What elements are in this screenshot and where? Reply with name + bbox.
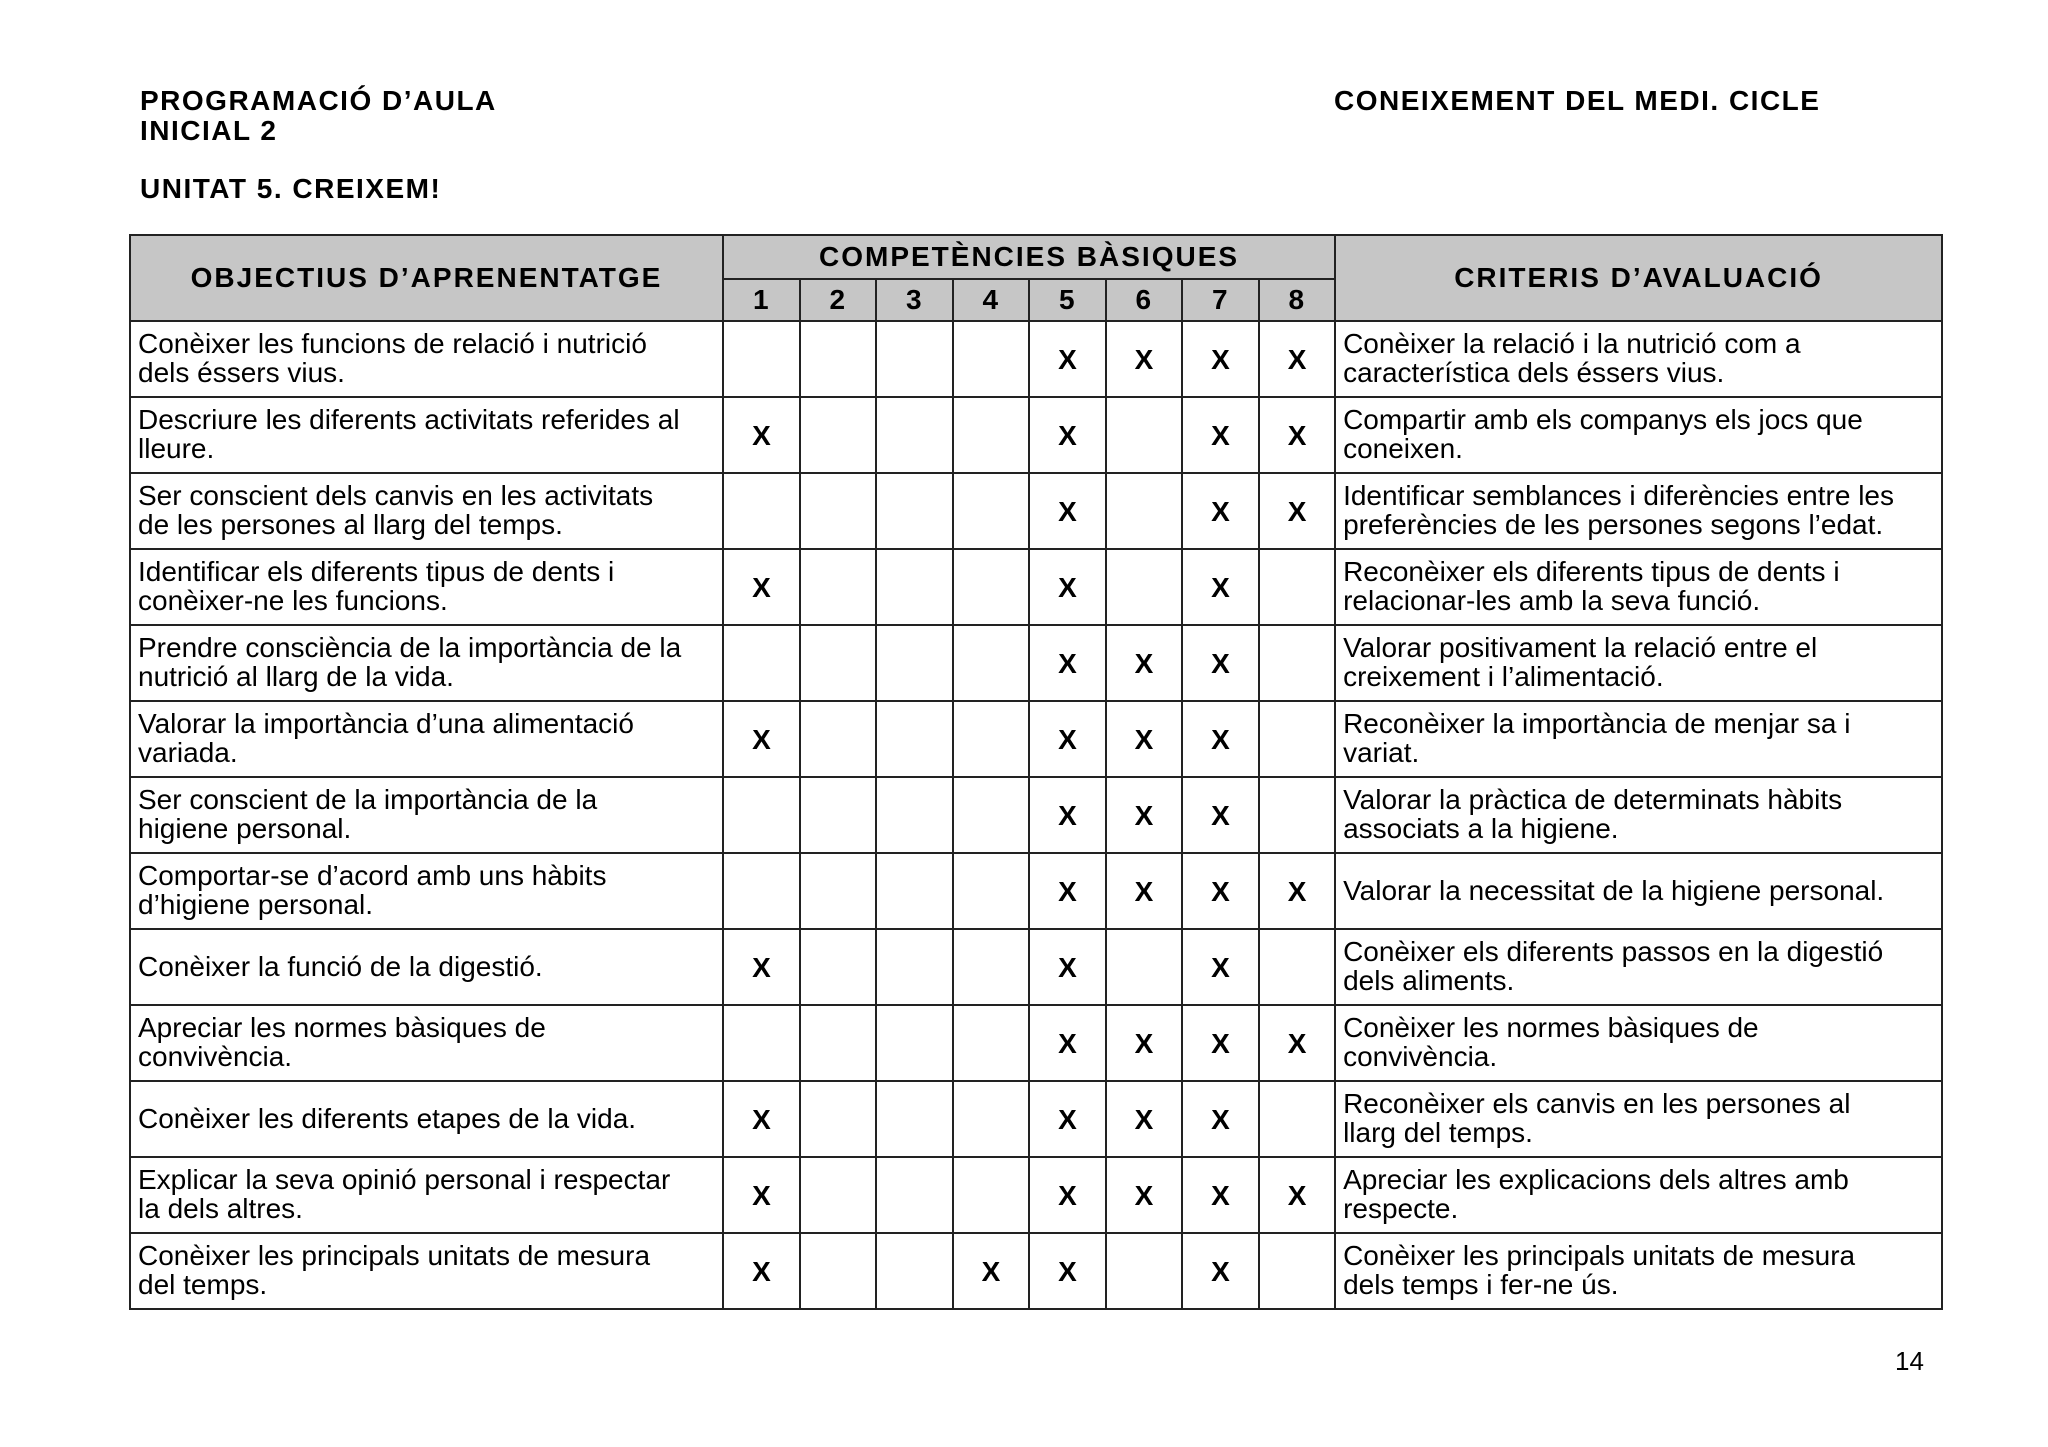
unit-title: UNITAT 5. CREIXEM!	[140, 173, 442, 204]
objective-line: nutrició al llarg de la vida.	[138, 661, 454, 692]
objective-line: d’higiene personal.	[138, 889, 374, 920]
competence-mark-cell: X	[1029, 1081, 1106, 1157]
competence-mark-cell	[1259, 1233, 1335, 1309]
competence-mark-cell: X	[1182, 473, 1259, 549]
objectives-header: OBJECTIUS D’APRENENTATGE	[130, 235, 723, 321]
objective-cell	[130, 701, 723, 777]
page-number: 14	[1895, 1346, 1924, 1376]
objective-line: Explicar la seva opinió personal i respectar	[138, 1164, 671, 1195]
competence-mark-cell	[953, 321, 1029, 397]
criteria-line: convivència.	[1343, 1041, 1498, 1072]
competence-mark-cell: X	[1029, 625, 1106, 701]
competence-mark-cell: X	[1029, 473, 1106, 549]
competence-mark-cell: X	[1029, 1157, 1106, 1233]
competence-mark-cell: X	[1029, 549, 1106, 625]
competence-mark-cell: X	[1106, 701, 1182, 777]
criteria-line: Conèixer les principals unitats de mesura	[1343, 1240, 1856, 1271]
competence-mark-cell	[723, 625, 800, 701]
competence-mark-cell	[800, 1233, 876, 1309]
competence-mark-cell	[800, 1081, 876, 1157]
criteria-cell	[1335, 397, 1942, 473]
objective-cell	[130, 1005, 723, 1081]
objective-line: Apreciar les normes bàsiques de	[138, 1012, 546, 1043]
competence-mark-cell: X	[1029, 777, 1106, 853]
competence-mark-cell: X	[1182, 321, 1259, 397]
competence-mark-cell	[800, 777, 876, 853]
criteria-line: Conèixer la relació i la nutrició com a	[1343, 328, 1801, 359]
competence-mark-cell	[953, 929, 1029, 1005]
criteria-cell	[1335, 701, 1942, 777]
objective-line: Valorar la importància d’una alimentació	[138, 708, 634, 739]
competence-mark-cell	[876, 929, 953, 1005]
competence-mark-cell: X	[1029, 397, 1106, 473]
criteria-line: Conèixer les normes bàsiques de	[1343, 1012, 1759, 1043]
objective-line: Ser conscient dels canvis en les activitats	[138, 480, 654, 511]
criteria-cell	[1335, 853, 1942, 929]
objective-line: Descriure les diferents activitats referides al	[138, 404, 680, 435]
criteria-cell	[1335, 549, 1942, 625]
competence-number-header: 5	[1029, 279, 1106, 321]
programming-table	[129, 234, 1943, 1310]
table-row	[130, 853, 1942, 929]
objective-cell	[130, 853, 723, 929]
criteria-line: Valorar la necessitat de la higiene personal.	[1343, 874, 1885, 906]
criteria-cell	[1335, 929, 1942, 1005]
competence-number-header: 3	[876, 279, 953, 321]
competence-mark-cell: X	[1182, 625, 1259, 701]
competence-mark-cell	[876, 853, 953, 929]
competence-mark-cell	[1106, 549, 1182, 625]
competence-mark-cell: X	[1259, 853, 1335, 929]
competence-mark-cell	[723, 473, 800, 549]
competence-mark-cell	[876, 701, 953, 777]
header-title-line1: PROGRAMACIÓ D’AULA	[140, 85, 497, 116]
competence-mark-cell	[723, 853, 800, 929]
criteria-line: associats a la higiene.	[1343, 813, 1619, 844]
competence-mark-cell	[953, 1005, 1029, 1081]
criteria-cell	[1335, 1005, 1942, 1081]
header-title-line2: INICIAL 2	[140, 115, 278, 146]
competence-mark-cell: X	[1259, 1005, 1335, 1081]
document-header-right: CONEIXEMENT DEL MEDI. CICLE	[1334, 85, 1821, 116]
competence-mark-cell	[723, 1005, 800, 1081]
competence-mark-cell: X	[1106, 625, 1182, 701]
objective-line: Identificar els diferents tipus de dents i	[138, 556, 615, 587]
criteria-line: relacionar-les amb la seva funció.	[1343, 585, 1761, 616]
competence-mark-cell	[1106, 1233, 1182, 1309]
competence-mark-cell: X	[1029, 1233, 1106, 1309]
criteria-cell	[1335, 625, 1942, 701]
criteria-line: respecte.	[1343, 1193, 1459, 1224]
criteria-line: Valorar positivament la relació entre el	[1343, 632, 1818, 663]
competence-mark-cell	[876, 777, 953, 853]
criteria-cell	[1335, 777, 1942, 853]
objective-cell	[130, 473, 723, 549]
competence-mark-cell: X	[1259, 473, 1335, 549]
competence-mark-cell: X	[1106, 1005, 1182, 1081]
criteria-cell	[1335, 1157, 1942, 1233]
competence-mark-cell	[800, 473, 876, 549]
competence-mark-cell	[953, 777, 1029, 853]
objective-line: variada.	[138, 737, 238, 768]
competence-mark-cell: X	[1106, 1081, 1182, 1157]
competence-mark-cell	[723, 777, 800, 853]
competence-number-header: 8	[1259, 279, 1335, 321]
competence-mark-cell	[876, 1081, 953, 1157]
competence-mark-cell	[1106, 397, 1182, 473]
competence-mark-cell: X	[723, 1081, 800, 1157]
objective-line: Comportar-se d’acord amb uns hàbits	[138, 860, 607, 891]
criteria-cell	[1335, 1081, 1942, 1157]
competence-mark-cell	[800, 397, 876, 473]
objective-line: del temps.	[138, 1269, 268, 1300]
table-row	[130, 549, 1942, 625]
table-row	[130, 777, 1942, 853]
criteria-line: Identificar semblances i diferències entre les	[1343, 480, 1894, 511]
competence-mark-cell	[1259, 625, 1335, 701]
competence-mark-cell	[800, 625, 876, 701]
competence-mark-cell: X	[1182, 1157, 1259, 1233]
competence-mark-cell	[800, 321, 876, 397]
competence-mark-cell: X	[723, 549, 800, 625]
competence-mark-cell	[876, 625, 953, 701]
objective-cell	[130, 1081, 723, 1157]
competence-mark-cell	[876, 1233, 953, 1309]
objective-cell	[130, 549, 723, 625]
competence-mark-cell: X	[723, 397, 800, 473]
objective-cell	[130, 625, 723, 701]
objective-line: lleure.	[138, 433, 215, 464]
objective-line: Conèixer la funció de la digestió.	[138, 950, 543, 982]
criteria-cell	[1335, 1233, 1942, 1309]
competence-mark-cell: X	[723, 929, 800, 1005]
competence-mark-cell	[1259, 929, 1335, 1005]
competence-mark-cell	[723, 321, 800, 397]
competence-mark-cell: X	[1182, 397, 1259, 473]
criteria-line: dels aliments.	[1343, 965, 1515, 996]
document-header-left	[140, 86, 497, 146]
table-row	[130, 1081, 1942, 1157]
competence-mark-cell	[953, 701, 1029, 777]
criteria-header: CRITERIS D’AVALUACIÓ	[1335, 235, 1942, 321]
competence-number-header: 2	[800, 279, 876, 321]
objective-line: Prendre consciència de la importància de la	[138, 632, 682, 663]
criteria-line: Compartir amb els companys els jocs que	[1343, 404, 1863, 435]
competence-mark-cell	[1106, 473, 1182, 549]
competence-mark-cell: X	[1106, 777, 1182, 853]
competence-mark-cell	[953, 473, 1029, 549]
competences-header: COMPETÈNCIES BÀSIQUES	[723, 235, 1335, 279]
competence-mark-cell	[953, 397, 1029, 473]
table-row	[130, 929, 1942, 1005]
objective-line: higiene personal.	[138, 813, 352, 844]
competence-mark-cell	[953, 853, 1029, 929]
competence-mark-cell	[876, 549, 953, 625]
competence-mark-cell	[800, 701, 876, 777]
objective-line: Ser conscient de la importància de la	[138, 784, 598, 815]
competence-mark-cell: X	[1106, 321, 1182, 397]
objective-line: convivència.	[138, 1041, 293, 1072]
competence-mark-cell: X	[1182, 1005, 1259, 1081]
competence-mark-cell	[800, 1157, 876, 1233]
criteria-line: Reconèixer la importància de menjar sa i	[1343, 708, 1851, 739]
competence-mark-cell	[1259, 1081, 1335, 1157]
table-row	[130, 1233, 1942, 1309]
competence-mark-cell: X	[1182, 701, 1259, 777]
criteria-line: dels temps i fer-ne ús.	[1343, 1269, 1619, 1300]
competence-mark-cell: X	[1029, 853, 1106, 929]
table-body	[130, 321, 1942, 1309]
competence-mark-cell: X	[723, 701, 800, 777]
competence-mark-cell	[876, 321, 953, 397]
competence-mark-cell: X	[1106, 1157, 1182, 1233]
competence-mark-cell: X	[1029, 1005, 1106, 1081]
competence-mark-cell: X	[1259, 397, 1335, 473]
competence-mark-cell	[953, 549, 1029, 625]
objective-cell	[130, 1157, 723, 1233]
competence-number-header: 6	[1106, 279, 1182, 321]
competence-mark-cell	[1259, 777, 1335, 853]
competence-mark-cell	[800, 549, 876, 625]
objective-cell	[130, 1233, 723, 1309]
competence-mark-cell	[953, 1081, 1029, 1157]
competence-mark-cell: X	[1029, 929, 1106, 1005]
competence-number-header: 1	[723, 279, 800, 321]
criteria-line: Reconèixer els canvis en les persones al	[1343, 1088, 1851, 1119]
competence-mark-cell: X	[1259, 1157, 1335, 1233]
criteria-line: Apreciar les explicacions dels altres amb	[1343, 1164, 1849, 1195]
objective-cell	[130, 929, 723, 1005]
criteria-line: coneixen.	[1343, 433, 1463, 464]
table-row	[130, 1005, 1942, 1081]
competence-mark-cell: X	[1182, 853, 1259, 929]
objective-cell	[130, 777, 723, 853]
competence-mark-cell: X	[1182, 929, 1259, 1005]
competence-mark-cell	[876, 1005, 953, 1081]
competence-mark-cell: X	[1182, 549, 1259, 625]
objective-cell	[130, 397, 723, 473]
objective-line: de les persones al llarg del temps.	[138, 509, 563, 540]
table-row	[130, 397, 1942, 473]
competence-mark-cell	[1259, 701, 1335, 777]
table-row	[130, 701, 1942, 777]
competence-mark-cell	[1106, 929, 1182, 1005]
objective-line: Conèixer les diferents etapes de la vida.	[138, 1102, 637, 1134]
criteria-cell	[1335, 473, 1942, 549]
competence-mark-cell: X	[723, 1157, 800, 1233]
competence-mark-cell	[1259, 549, 1335, 625]
objective-line: Conèixer les funcions de relació i nutrició	[138, 328, 647, 359]
competence-mark-cell	[800, 1005, 876, 1081]
criteria-line: Valorar la pràctica de determinats hàbits	[1343, 784, 1843, 815]
competence-mark-cell: X	[1182, 1233, 1259, 1309]
table-row	[130, 625, 1942, 701]
competence-mark-cell: X	[1182, 777, 1259, 853]
objective-line: conèixer-ne les funcions.	[138, 585, 448, 616]
competence-mark-cell: X	[723, 1233, 800, 1309]
competence-mark-cell: X	[1259, 321, 1335, 397]
competence-mark-cell	[876, 397, 953, 473]
competence-mark-cell: X	[1029, 321, 1106, 397]
competence-mark-cell: X	[953, 1233, 1029, 1309]
criteria-line: variat.	[1343, 737, 1420, 768]
objective-line: Conèixer les principals unitats de mesura	[138, 1240, 651, 1271]
criteria-cell	[1335, 321, 1942, 397]
competence-mark-cell	[953, 1157, 1029, 1233]
competence-mark-cell	[876, 473, 953, 549]
competence-number-header: 7	[1182, 279, 1259, 321]
criteria-line: Conèixer els diferents passos en la digestió	[1343, 936, 1884, 967]
criteria-line: Reconèixer els diferents tipus de dents i	[1343, 556, 1840, 587]
competence-mark-cell	[876, 1157, 953, 1233]
table-row	[130, 473, 1942, 549]
objective-line: la dels altres.	[138, 1193, 303, 1224]
criteria-line: característica dels éssers vius.	[1343, 357, 1725, 388]
competence-mark-cell: X	[1106, 853, 1182, 929]
competence-mark-cell	[800, 853, 876, 929]
criteria-line: creixement i l’alimentació.	[1343, 661, 1664, 692]
competence-mark-cell: X	[1029, 701, 1106, 777]
criteria-line: llarg del temps.	[1343, 1117, 1533, 1148]
table-row	[130, 1157, 1942, 1233]
competence-mark-cell	[953, 625, 1029, 701]
table-row	[130, 321, 1942, 397]
criteria-line: preferències de les persones segons l’edat.	[1343, 509, 1884, 540]
objective-line: dels éssers vius.	[138, 357, 345, 388]
competence-mark-cell	[800, 929, 876, 1005]
competence-mark-cell: X	[1182, 1081, 1259, 1157]
objective-cell	[130, 321, 723, 397]
competence-number-header: 4	[953, 279, 1029, 321]
